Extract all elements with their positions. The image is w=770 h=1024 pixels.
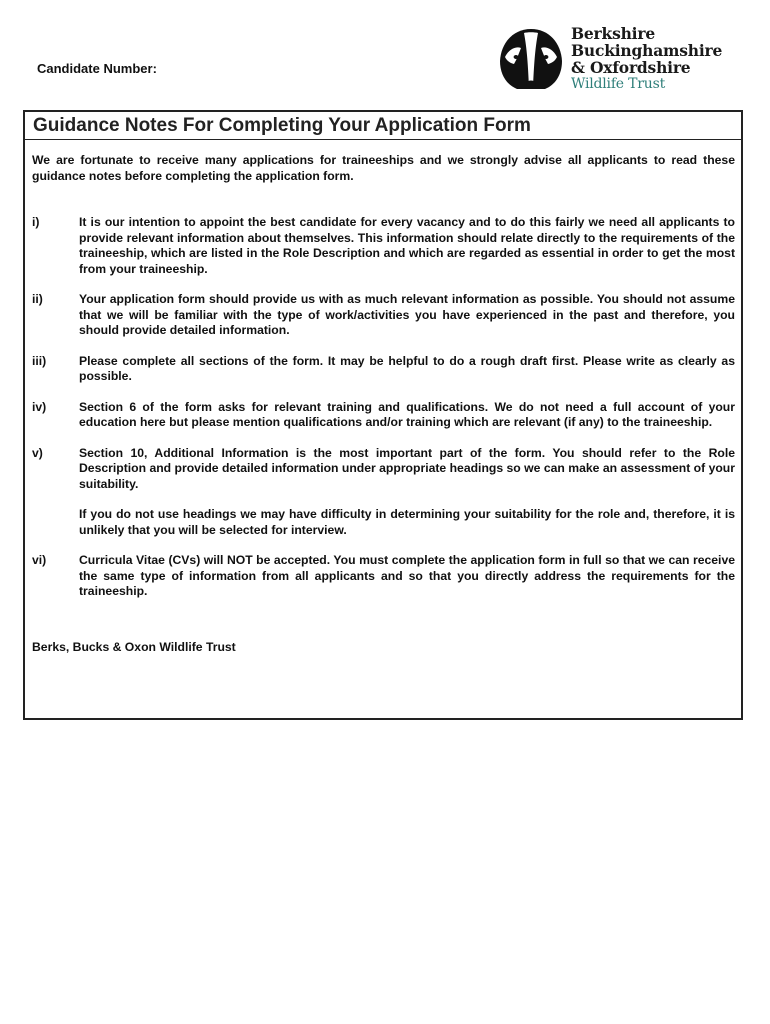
logo-line-1: Berkshire [571, 24, 655, 43]
logo-line-3: & Oxfordshire [571, 58, 691, 77]
candidate-number-label: Candidate Number: [37, 61, 157, 76]
item-number: ii) [32, 292, 43, 306]
guidance-content [25, 140, 741, 655]
guidance-item [32, 215, 735, 277]
guidance-intro: We are fortunate to receive many applications for traineeships and we strongly advise all applicants to read these guidance notes before completing the application form. [32, 153, 735, 183]
guidance-notes-box [23, 110, 743, 720]
item-number: vi) [32, 553, 47, 567]
item-text: Please complete all sections of the form. It may be helpful to do a rough draft first. Please write as clearly as possible. [79, 353, 735, 383]
item-number: iii) [32, 353, 47, 368]
item-text: If you do not use headings we may have difficulty in determining your suitability for the role and, therefore, it is unlikely that you will be selected for interview. [79, 507, 735, 537]
item-text: Section 6 of the form asks for relevant training and qualifications. We do not need a full account of your education here but please mention qualifications and/or training which are relevant (if any) to the traineeship. [79, 399, 735, 429]
item-text: Your application form should provide us with as much relevant information as possible. You should not assume that we will be familiar with the type of work/activities you have experienced in the past and therefore, you should provide detailed information. [79, 292, 735, 337]
guidance-item [32, 292, 735, 339]
item-text: Curricula Vitae (CVs) will NOT be accepted. You must complete the application form in full so that we can receive the same type of information from all applicants and so that you directly address the requirements for the traineeship. [79, 553, 735, 598]
logo-line-2: Buckinghamshire [571, 41, 723, 60]
guidance-item [32, 400, 735, 431]
guidance-item [32, 553, 735, 600]
wildlife-trust-logo [497, 25, 747, 95]
guidance-item [32, 354, 735, 385]
item-text: Section 10, Additional Information is the most important part of the form. You should refer to the Role Description and provide detailed information under appropriate headings so we can make an assessment of your suitability. [79, 445, 735, 491]
badger-icon [497, 27, 565, 91]
item-number: iv) [32, 399, 47, 414]
signature: Berks, Bucks & Oxon Wildlife Trust [32, 639, 236, 654]
guidance-item [32, 446, 735, 539]
guidance-title: Guidance Notes For Completing Your Application Form [25, 112, 741, 140]
item-text: It is our intention to appoint the best candidate for every vacancy and to do this fairly we need all applicants to provide relevant information about themselves. This information should relate directly to the requirements of the traineeship, which are listed in the Role Description and which are regarded as essential in order to get the most from your traineeship. [79, 215, 735, 276]
item-number: v) [32, 445, 43, 460]
logo-line-4: Wildlife Trust [571, 76, 665, 92]
item-number: i) [32, 215, 40, 229]
